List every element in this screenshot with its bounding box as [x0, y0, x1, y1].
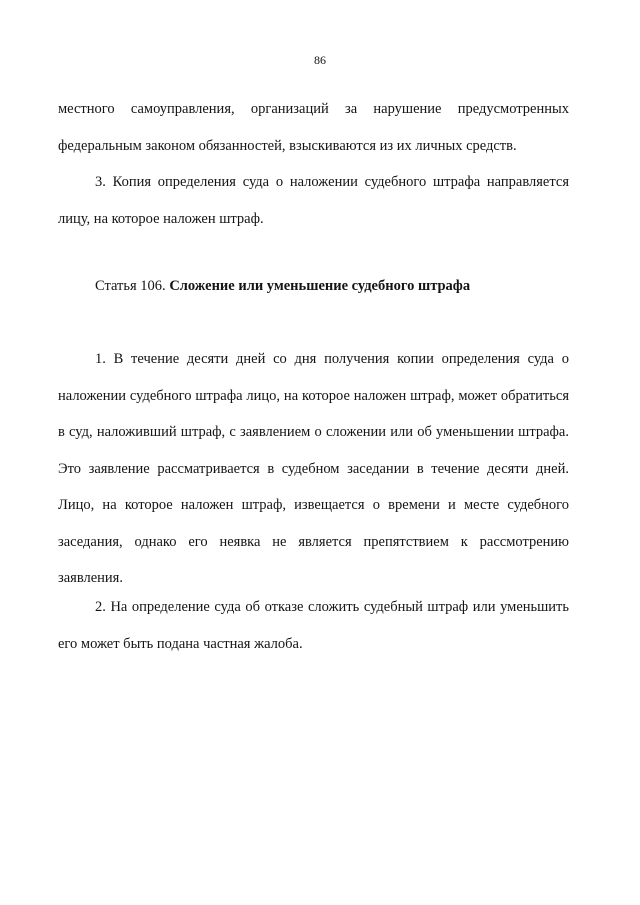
article-number: Статья 106. [95, 278, 166, 294]
page-number: 86 [314, 53, 326, 67]
paragraph-continuation: местного самоуправления, организаций за нарушение предусмотренных федеральным законом обязанностей, взыскиваются из их личных средств. [58, 101, 569, 154]
article-paragraph-item-2: 2. На определение суда об отказе сложить судебный штраф или уменьшить его может быть подана частная жалоба. [58, 599, 569, 652]
article-paragraph-item-1: 1. В течение десяти дней со дня получения копии определения суда о наложении судебного штрафа лицо, на которое наложен штраф, может обратиться в суд, наложивший штраф, с заявлением о сложении или об уменьшении штрафа. Это заявление рассматривается в судебном заседании в течение десяти дней. Лицо, на которое наложен штраф, извещается о времени и месте судебного заседания, однако его неявка не является препятствием к рассмотрению заявления. [58, 351, 569, 586]
article-heading [95, 268, 470, 305]
article-title: Сложение или уменьшение судебного штрафа [169, 278, 471, 294]
paragraph-item-3: 3. Копия определения суда о наложении судебного штрафа направляется лицу, на которое наложен штраф. [58, 174, 569, 227]
